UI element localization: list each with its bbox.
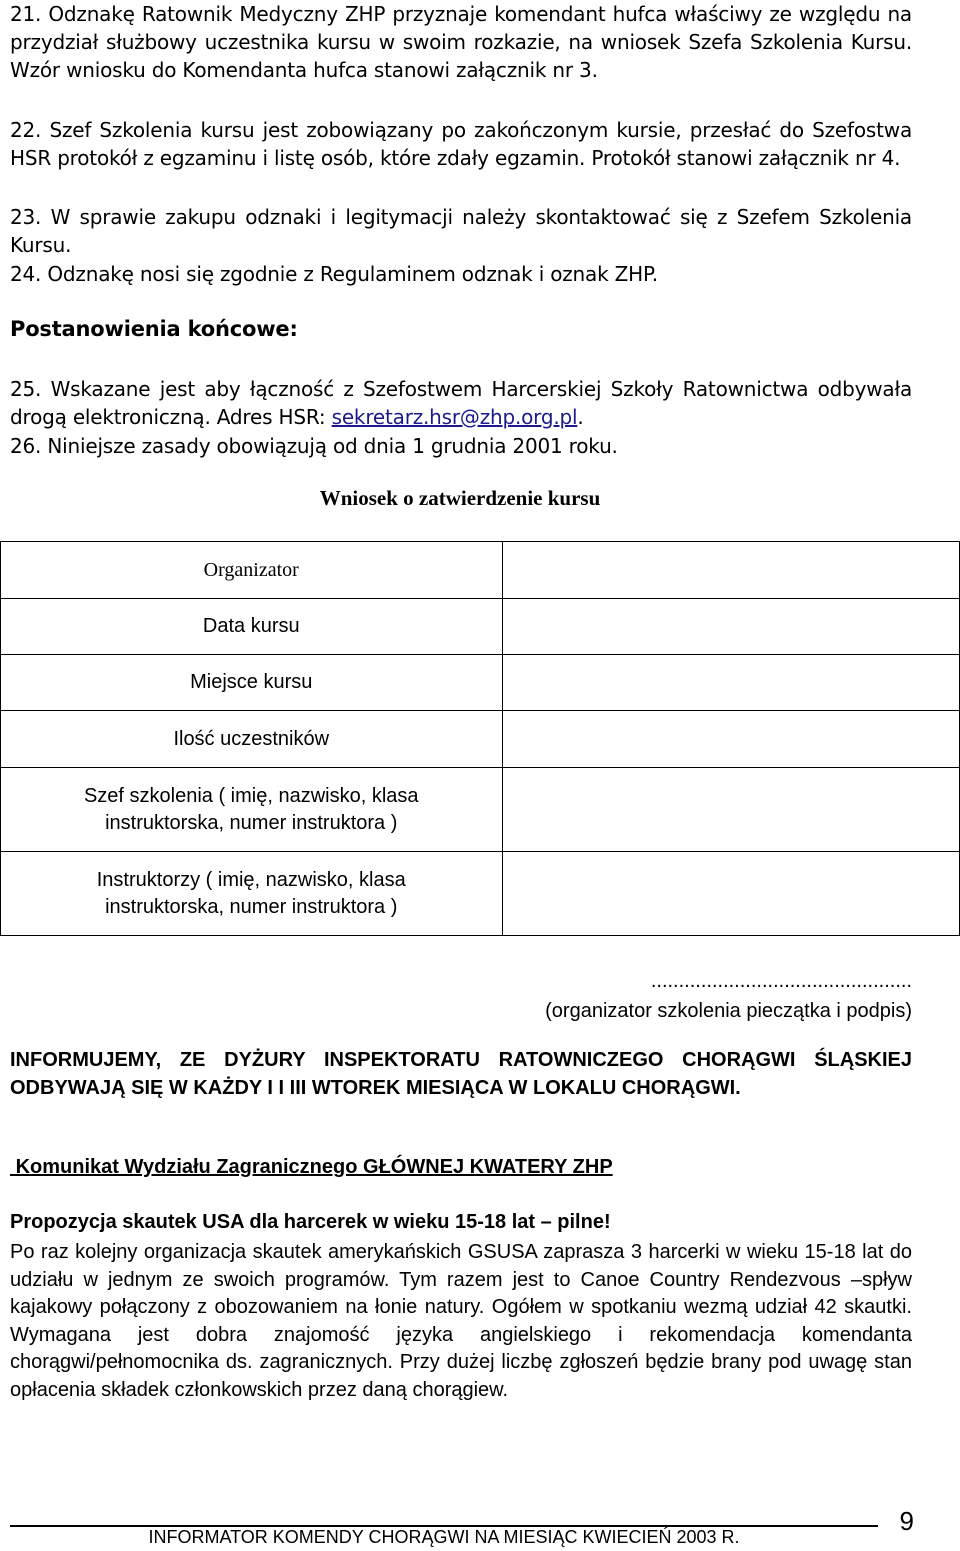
page-number: 9 <box>899 1506 914 1536</box>
form-row-location <box>1 655 960 711</box>
rule-23-number: 23. <box>10 205 42 229</box>
rule-25 <box>10 375 912 431</box>
rule-25-text: Wskazane jest aby łączność z Szefostwem Harcerskiej Szkoły Ratownictwa odbywała drogą elektroniczną. Adres HSR: <box>10 377 912 429</box>
hsr-email-link[interactable]: sekretarz.hsr@zhp.org.pl <box>331 405 578 429</box>
form-field-organizer[interactable] <box>502 542 960 599</box>
rule-26 <box>10 432 912 460</box>
form-field-date[interactable] <box>502 599 960 655</box>
rule-25-text-end: . <box>577 405 584 429</box>
rule-24-text: Odznakę nosi się zgodnie z Regulaminem odznak i oznak ZHP. <box>47 262 658 286</box>
form-label-date: Data kursu <box>1 599 503 655</box>
duty-announcement: INFORMUJEMY, ZE DYŻURY INSPEKTORATU RATOWNICZEGO CHORĄGWI ŚLĄSKIEJ ODBYWAJĄ SIĘ W KAŻDY I I III WTOREK MIESIĄCA W LOKALU CHORĄGWI. <box>10 1049 912 1099</box>
form-field-participants[interactable] <box>502 711 960 768</box>
form-row-training-head <box>1 768 960 852</box>
foreign-department-heading-text: Komunikat Wydziału Zagranicznego GŁÓWNEJ KWATERY ZHP <box>15 1156 613 1178</box>
form-field-instructors[interactable] <box>502 852 960 936</box>
rule-21 <box>10 0 912 84</box>
rule-21-number: 21. <box>10 2 42 26</box>
rule-24-number: 24. <box>10 262 42 286</box>
final-provisions-heading: Postanowienia końcowe: <box>10 317 298 341</box>
form-row-instructors <box>1 852 960 936</box>
form-row-date <box>1 599 960 655</box>
rule-21-text: Odznakę Ratownik Medyczny ZHP przyznaje komendant hufca właściwy ze względu na przydział służbowy uczestnika kursu w swoim rozkazie, na wniosek Szefa Szkolenia Kursu. Wzór wniosku do Komendanta hufca stanowi załącznik nr 3. <box>10 2 912 82</box>
rule-22-number: 22. <box>10 118 42 142</box>
form-label-location: Miejsce kursu <box>1 655 503 711</box>
rule-25-number: 25. <box>10 377 42 401</box>
rule-22-text: Szef Szkolenia kursu jest zobowiązany po zakończonym kursie, przesłać do Szefostwa HSR protokół z egzaminu i listę osób, które zdały egzamin. Protokół stanowi załącznik nr 4. <box>10 118 912 170</box>
rule-26-number: 26. <box>10 434 42 458</box>
course-approval-form <box>0 541 960 936</box>
form-label-organizer: Organizator <box>1 542 503 599</box>
signature-block <box>545 966 912 1026</box>
form-label-training-head: Szef szkolenia ( imię, nazwisko, klasa instruktorska, numer instruktora ) <box>1 768 503 852</box>
rule-24 <box>10 260 912 288</box>
signature-caption: (organizator szkolenia pieczątka i podpis) <box>545 1000 912 1022</box>
form-title: Wniosek o zatwierdzenie kursu <box>319 486 601 510</box>
form-row-participants <box>1 711 960 768</box>
form-field-location[interactable] <box>502 655 960 711</box>
form-label-instructors: Instruktorzy ( imię, nazwisko, klasa instruktorska, numer instruktora ) <box>1 852 503 936</box>
rule-23 <box>10 203 912 259</box>
rule-23-text: W sprawie zakupu odznaki i legitymacji należy skontaktować się z Szefem Szkolenia Kursu. <box>10 205 912 257</box>
form-row-organizer <box>1 542 960 599</box>
form-label-participants: Ilość uczestników <box>1 711 503 768</box>
rule-22 <box>10 116 912 172</box>
form-field-training-head[interactable] <box>502 768 960 852</box>
proposal-title: Propozycja skautek USA dla harcerek w wieku 15-18 lat – pilne! <box>10 1211 611 1233</box>
signature-dots: ............................................... <box>650 970 912 992</box>
proposal-body: Po raz kolejny organizacja skautek amerykańskich GSUSA zaprasza 3 harcerki w wieku 15-18 lat do udziału w jednym ze swoich programów. Tym razem jest to Canoe Country Rendezvous –spływ kajakowy połączony z obozowaniem na łonie natury. Ogółem w spotkaniu wezmą udział 42 skautki. Wymagana jest dobra znajomość języka angielskiego i rekomendacja komendanta chorągwi/pełnomocnika ds. zagranicznych. Przy dużej liczbę zgłoszeń będzie brany pod uwagę stan opłacenia składek członkowskich przez daną chorągiew. <box>10 1241 912 1401</box>
footer-text: INFORMATOR KOMENDY CHORĄGWI NA MIESIĄC KWIECIEŃ 2003 R. <box>148 1527 740 1547</box>
foreign-department-heading <box>10 1156 613 1179</box>
rule-26-text: Niniejsze zasady obowiązują od dnia 1 grudnia 2001 roku. <box>47 434 618 458</box>
